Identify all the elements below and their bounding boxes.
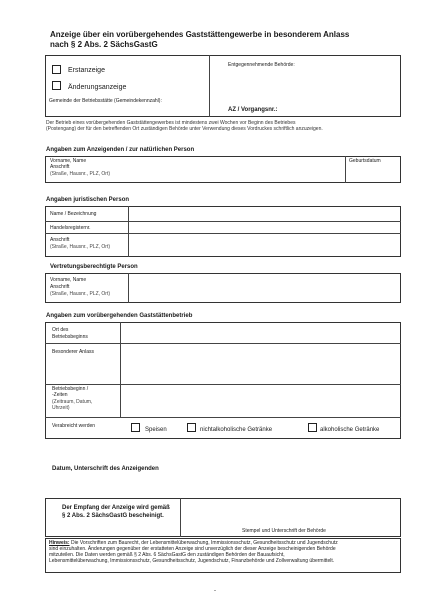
register-field[interactable] — [129, 222, 400, 232]
rep-address-hint: (Straße, Hausnr., PLZ, Ort) — [50, 291, 111, 297]
occasion-label: Besonderer Anlass — [52, 349, 94, 355]
signature-label: Datum, Unterschrift des Anzeigenden — [52, 466, 159, 472]
title-line-2: nach § 2 Abs. 2 SächsGastG — [50, 40, 158, 49]
footnote-line-3: mitzuteilen. Die Daten werden gemäß § 2 Abs. 6 SächsGastG den zuständigen Behörden der Bauaufsicht, — [49, 552, 285, 558]
register-label: Handelsregisternr. — [50, 225, 91, 231]
occasion-field[interactable] — [121, 344, 400, 383]
business-row-line-3 — [45, 417, 401, 418]
stamp-field — [181, 499, 400, 525]
option-alcoholic-checkbox[interactable] — [308, 423, 317, 432]
natural-divider — [345, 156, 346, 183]
section-legal-heading: Angaben juristischen Person — [46, 197, 130, 203]
start-hint-2: Uhrzeit) — [52, 405, 70, 411]
rep-name-label: Vorname, Name — [50, 277, 87, 283]
rep-address-label: Anschrift — [50, 284, 70, 290]
location-label-2: Betriebsbeginns — [52, 334, 88, 340]
start-label-1: Betriebsbeginn / — [52, 386, 89, 392]
form-title — [50, 30, 400, 50]
legal-address-label: Anschrift — [50, 237, 70, 243]
receipt-line-1: Der Empfang der Anzeige wird gemäß — [62, 505, 170, 511]
erstanzeige-label: Erstanzeige — [68, 67, 105, 74]
legal-address-hint: (Straße, Hausnr., PLZ, Ort) — [50, 244, 111, 250]
footnote-line-2: sind einzuhalten. Änderungen gegenüber der erstatteten Anzeige sind unverzüglich der dieser Anzeige bescheinigenden Behörde — [49, 546, 336, 552]
notice-text — [46, 120, 406, 132]
section-business-heading: Angaben zum vorübergehenden Gaststättenbetrieb — [46, 313, 193, 319]
start-hint-1: (Zeitraum, Datum, — [52, 399, 93, 405]
natural-person-box[interactable] — [45, 156, 401, 183]
option-nonalcoholic-label: nichtalkoholische Getränke — [200, 427, 273, 433]
sold-label: Verabreicht werden — [52, 423, 96, 429]
behoerde-label: Entgegennehmende Behörde: — [228, 62, 295, 68]
rep-heading: Vertretungsberechtigte Person — [50, 264, 138, 270]
start-times-field[interactable] — [121, 385, 400, 416]
footnote-text — [49, 540, 401, 564]
natural-name-label: Vorname, Name — [50, 158, 87, 164]
legal-name-field[interactable] — [129, 207, 400, 220]
aenderungsanzeige-checkbox[interactable] — [52, 81, 61, 90]
footnote-line-1: Die Vorschriften zum Baurecht, der Lebensmittelüberwachung, Immissionsschutz, Gesundheitsschutz und Jugendschutz — [70, 540, 338, 546]
rep-field[interactable] — [129, 274, 400, 302]
option-alcoholic-label: alkoholische Getränke — [320, 427, 380, 433]
notice-line-1: Der Betrieb eines vorübergehenden Gaststättengewerbes ist mindestens zwei Wochen vor Beginn des Betriebes — [46, 120, 296, 126]
stamp-label: Stempel und Unterschrift der Behörde — [242, 528, 326, 534]
start-label-2: -Zeiten — [52, 392, 68, 398]
notice-line-2: (Postengang) der für den betreffenden Ort zuständigen Behörde unter Verwendung dieses Vordruckes schriftlich anzuzeigen. — [46, 126, 323, 132]
option-nonalcoholic-checkbox[interactable] — [187, 423, 196, 432]
footnote-label: Hinweis: — [49, 540, 70, 546]
birthdate-label: Geburtsdatum — [349, 158, 381, 164]
gemeinde-label: Gemeinde der Betriebsstätte (Gemeindekennzahl): — [49, 98, 162, 104]
az-label: AZ / Vorgangsnr.: — [228, 107, 278, 113]
header-divider — [209, 55, 210, 117]
page-marker: - — [214, 588, 216, 594]
erstanzeige-checkbox[interactable] — [52, 65, 61, 74]
receipt-line-2: § 2 Abs. 2 SächsGastG bescheinigt. — [62, 513, 164, 519]
location-field[interactable] — [121, 323, 400, 342]
signature-field[interactable] — [190, 455, 400, 473]
footnote-line-4: Lebensmittelüberwachung, Immissionsschutz, Gesundheitsschutz, Jugendschutz, Finanzbehörde und Zollverwaltung übermittelt. — [49, 558, 335, 564]
legal-address-field[interactable] — [129, 234, 400, 256]
option-speisen-label: Speisen — [145, 427, 167, 433]
title-line-1: Anzeige über ein vorübergehendes Gaststättengewerbe in besonderem Anlass — [50, 30, 350, 39]
option-speisen-checkbox[interactable] — [131, 423, 140, 432]
legal-name-label: Name / Bezeichnung — [50, 211, 97, 217]
section-natural-heading: Angaben zum Anzeigenden / zur natürlichen Person — [46, 147, 195, 153]
natural-address-label: Anschrift — [50, 164, 70, 170]
location-label-1: Ort des — [52, 327, 69, 333]
aenderungsanzeige-label: Änderungsanzeige — [68, 84, 127, 91]
natural-address-hint: (Straße, Hausnr., PLZ, Ort) — [50, 171, 111, 177]
